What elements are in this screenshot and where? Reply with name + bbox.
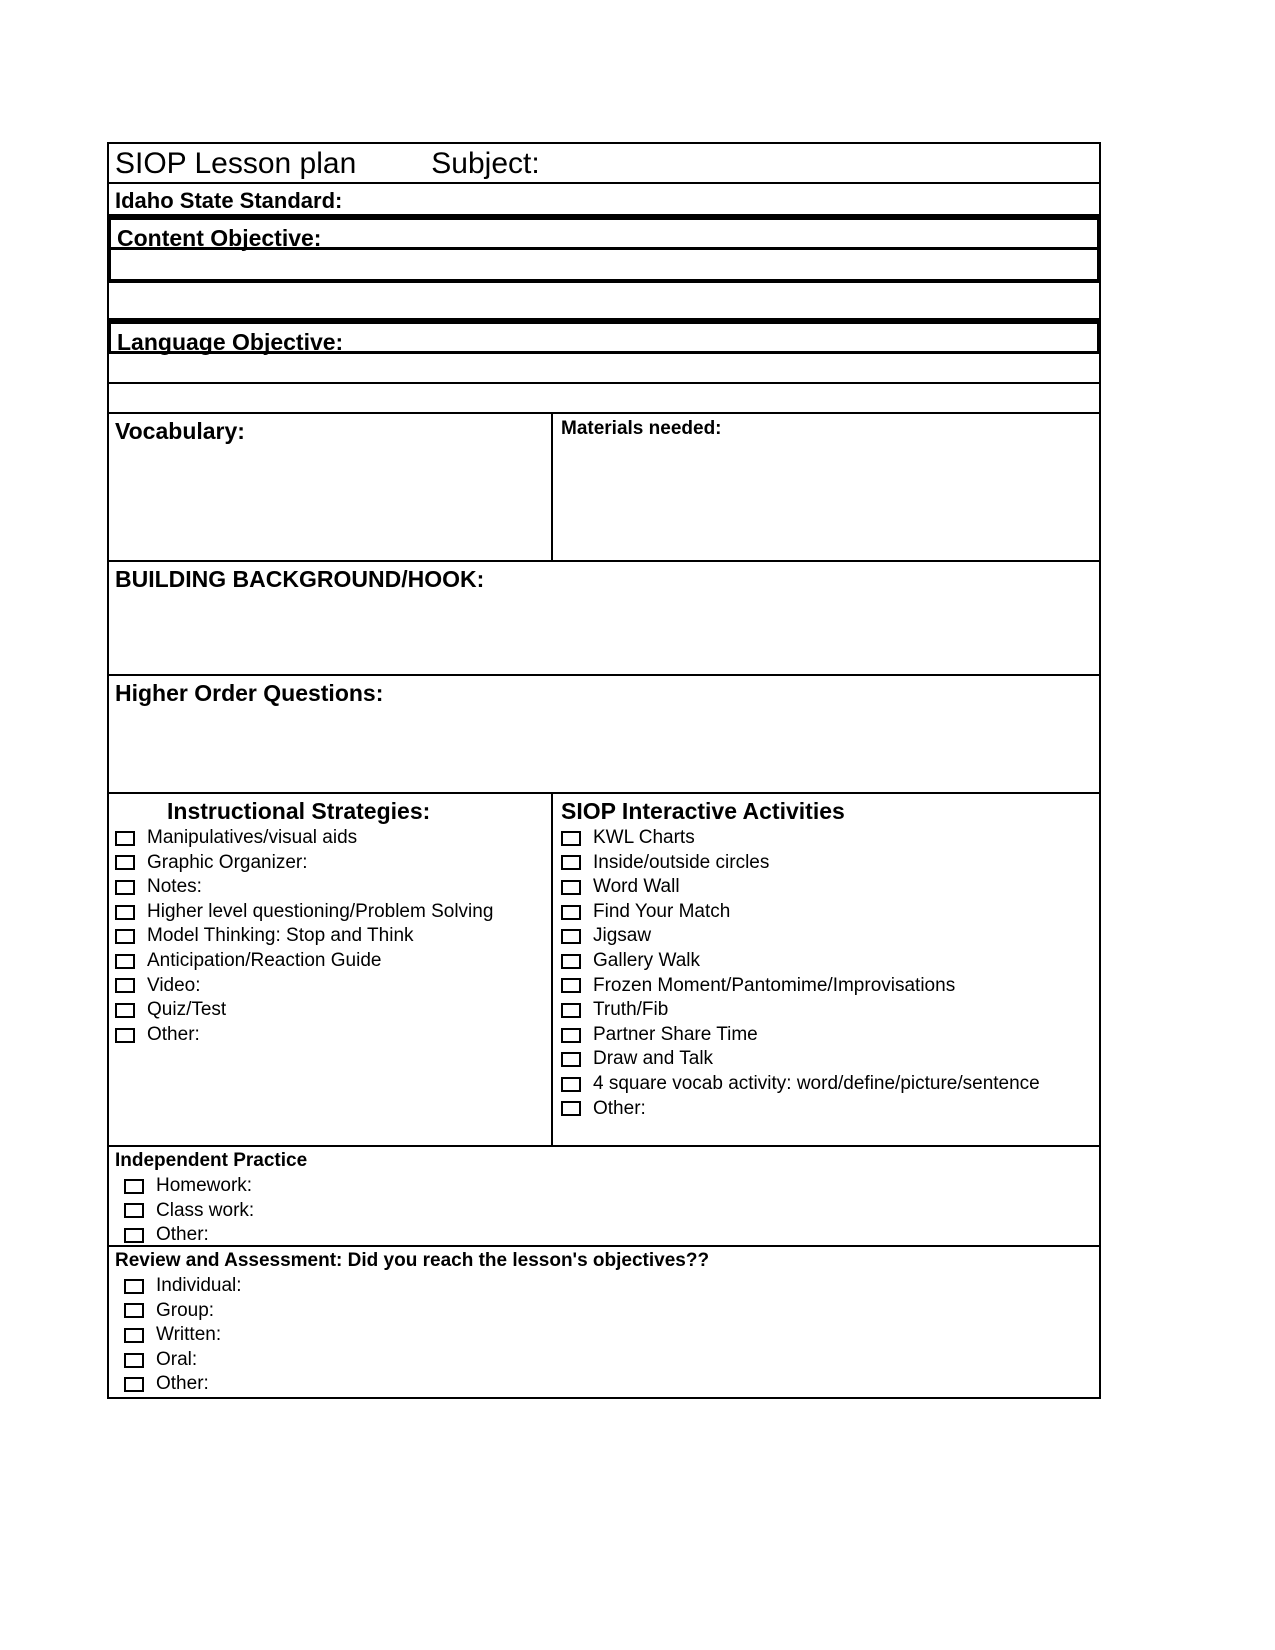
- strategies-activities-row: [107, 794, 1101, 1147]
- list-item-label: Other:: [147, 1023, 200, 1045]
- higher-order-questions-row[interactable]: [107, 676, 1101, 794]
- list-item-label: Other:: [593, 1097, 646, 1119]
- list-item-label: Model Thinking: Stop and Think: [147, 925, 414, 947]
- list-item-label: Jigsaw: [593, 925, 652, 947]
- content-objective-header-row: [107, 216, 1101, 250]
- list-item-label: Draw and Talk: [593, 1048, 714, 1070]
- review-assessment-row: [107, 1247, 1101, 1399]
- independent-practice-list: [115, 1174, 1099, 1248]
- list-item-label: Find Your Match: [593, 900, 731, 922]
- checkbox-icon[interactable]: [561, 1077, 581, 1092]
- list-item[interactable]: [115, 1174, 1099, 1199]
- list-item-label: Inside/outside circles: [593, 851, 770, 873]
- subject-label: Subject:: [431, 147, 540, 180]
- list-item[interactable]: [115, 998, 551, 1023]
- checkbox-icon[interactable]: [115, 929, 135, 944]
- vocabulary-materials-split: [109, 414, 1099, 560]
- form-title-line: [109, 144, 1099, 184]
- list-item[interactable]: [115, 949, 551, 974]
- checkbox-icon[interactable]: [115, 1003, 135, 1018]
- form-title-row: [107, 142, 1101, 184]
- list-item-label: Partner Share Time: [593, 1023, 758, 1045]
- checkbox-icon[interactable]: [124, 1377, 144, 1392]
- checkbox-icon[interactable]: [124, 1228, 144, 1243]
- list-item[interactable]: [561, 974, 1099, 999]
- list-item[interactable]: [115, 1223, 1099, 1248]
- list-item-label: Class work:: [156, 1199, 255, 1221]
- independent-practice-block: [109, 1147, 1099, 1250]
- review-assessment-list: [115, 1274, 1099, 1397]
- checkbox-icon[interactable]: [124, 1303, 144, 1318]
- list-item-label: Notes:: [147, 876, 202, 898]
- list-item[interactable]: [561, 851, 1099, 876]
- list-item-label: Anticipation/Reaction Guide: [147, 949, 382, 971]
- list-item[interactable]: [115, 974, 551, 999]
- siop-activities-heading: SIOP Interactive Activities: [561, 798, 845, 824]
- checkbox-icon[interactable]: [561, 1003, 581, 1018]
- independent-practice-label: Independent Practice: [115, 1150, 308, 1171]
- siop-activities-cell: [553, 794, 1099, 1145]
- language-objective-write-area[interactable]: [107, 354, 1101, 384]
- review-assessment-block: [109, 1247, 1099, 1399]
- list-item-label: Homework:: [156, 1175, 253, 1196]
- checkbox-icon[interactable]: [561, 1101, 581, 1116]
- vocabulary-label: Vocabulary:: [115, 418, 245, 444]
- list-item[interactable]: [561, 1097, 1099, 1122]
- checkbox-icon[interactable]: [561, 855, 581, 870]
- review-assessment-label: Review and Assessment: Did you reach the lesson's objectives??: [115, 1250, 710, 1271]
- list-item[interactable]: [115, 1274, 1099, 1299]
- list-item[interactable]: [561, 998, 1099, 1023]
- vocabulary-cell[interactable]: [109, 414, 553, 560]
- list-item[interactable]: [561, 826, 1099, 851]
- list-item[interactable]: [561, 949, 1099, 974]
- list-item-label: Higher level questioning/Problem Solving: [147, 900, 494, 922]
- strategies-activities-split: [109, 794, 1099, 1145]
- checkbox-icon[interactable]: [561, 905, 581, 920]
- spacer-row-1[interactable]: [107, 283, 1101, 320]
- instructional-strategies-heading: Instructional Strategies:: [167, 798, 431, 824]
- higher-order-questions-label: Higher Order Questions:: [115, 680, 384, 706]
- spacer-row-2[interactable]: [107, 384, 1101, 414]
- list-item[interactable]: [115, 1372, 1099, 1397]
- checkbox-icon[interactable]: [124, 1279, 144, 1294]
- checkbox-icon[interactable]: [115, 978, 135, 993]
- checkbox-icon[interactable]: [561, 880, 581, 895]
- list-item-label: Manipulatives/visual aids: [147, 827, 358, 848]
- list-item[interactable]: [115, 1299, 1099, 1324]
- instructional-strategies-cell: [109, 794, 553, 1145]
- list-item[interactable]: [115, 1323, 1099, 1348]
- list-item-label: Quiz/Test: [147, 999, 227, 1021]
- language-objective-label: Language Objective:: [117, 329, 344, 355]
- checkbox-icon[interactable]: [115, 905, 135, 920]
- list-item-label: Group:: [156, 1299, 215, 1321]
- checkbox-icon[interactable]: [561, 929, 581, 944]
- title-gap: [356, 147, 431, 180]
- list-item-label: Other:: [156, 1373, 209, 1395]
- list-item[interactable]: [115, 924, 551, 949]
- content-objective-label: Content Objective:: [117, 225, 322, 251]
- list-item[interactable]: [561, 924, 1099, 949]
- checkbox-icon[interactable]: [115, 855, 135, 870]
- list-item-label: Gallery Walk: [593, 949, 700, 971]
- list-item[interactable]: [115, 1023, 551, 1048]
- checkbox-icon[interactable]: [124, 1328, 144, 1343]
- lesson-plan-form: [107, 142, 1101, 1399]
- list-item-label: Other:: [156, 1224, 209, 1246]
- list-item-label: Frozen Moment/Pantomime/Improvisations: [593, 974, 956, 996]
- checkbox-icon[interactable]: [115, 880, 135, 895]
- list-item[interactable]: [115, 826, 551, 851]
- checkbox-icon[interactable]: [115, 831, 135, 846]
- state-standard-row[interactable]: [107, 184, 1101, 216]
- checkbox-icon[interactable]: [124, 1203, 144, 1218]
- list-item[interactable]: [561, 1047, 1099, 1072]
- building-background-label: BUILDING BACKGROUND/HOOK:: [115, 566, 485, 592]
- building-background-row[interactable]: [107, 562, 1101, 676]
- list-item-label: Graphic Organizer:: [147, 851, 308, 873]
- content-objective-write-area[interactable]: [107, 250, 1101, 283]
- list-item[interactable]: [561, 875, 1099, 900]
- checkbox-icon[interactable]: [115, 954, 135, 969]
- checkbox-icon[interactable]: [115, 1028, 135, 1043]
- list-item-label: Word Wall: [593, 876, 680, 898]
- checkbox-icon[interactable]: [561, 1028, 581, 1043]
- form-title: SIOP Lesson plan: [115, 147, 357, 180]
- checkbox-icon[interactable]: [561, 1052, 581, 1067]
- materials-cell[interactable]: [553, 414, 1099, 560]
- list-item-label: KWL Charts: [593, 827, 695, 848]
- list-item-label: Written:: [156, 1324, 222, 1346]
- list-item[interactable]: [115, 1348, 1099, 1373]
- list-item-label: Video:: [147, 974, 201, 996]
- checkbox-icon[interactable]: [124, 1353, 144, 1368]
- list-item[interactable]: [115, 875, 551, 900]
- independent-practice-row: [107, 1147, 1101, 1247]
- list-item[interactable]: [115, 900, 551, 925]
- checkbox-icon[interactable]: [561, 831, 581, 846]
- checkbox-icon[interactable]: [124, 1179, 144, 1194]
- checkbox-icon[interactable]: [561, 978, 581, 993]
- instructional-strategies-list: [115, 826, 551, 1047]
- checkbox-icon[interactable]: [561, 954, 581, 969]
- list-item-label: Truth/Fib: [593, 999, 669, 1021]
- list-item-label: Individual:: [156, 1275, 242, 1296]
- language-objective-header-row: [107, 320, 1101, 354]
- list-item[interactable]: [561, 900, 1099, 925]
- list-item-label: 4 square vocab activity: word/define/picture/sentence: [593, 1072, 1040, 1094]
- vocabulary-materials-row: [107, 414, 1101, 562]
- state-standard-label: Idaho State Standard:: [115, 188, 343, 213]
- list-item[interactable]: [115, 851, 551, 876]
- materials-label: Materials needed:: [561, 418, 722, 439]
- siop-activities-list: [561, 826, 1099, 1121]
- list-item-label: Oral:: [156, 1348, 198, 1370]
- list-item[interactable]: [561, 1072, 1099, 1097]
- list-item[interactable]: [115, 1199, 1099, 1224]
- list-item[interactable]: [561, 1023, 1099, 1048]
